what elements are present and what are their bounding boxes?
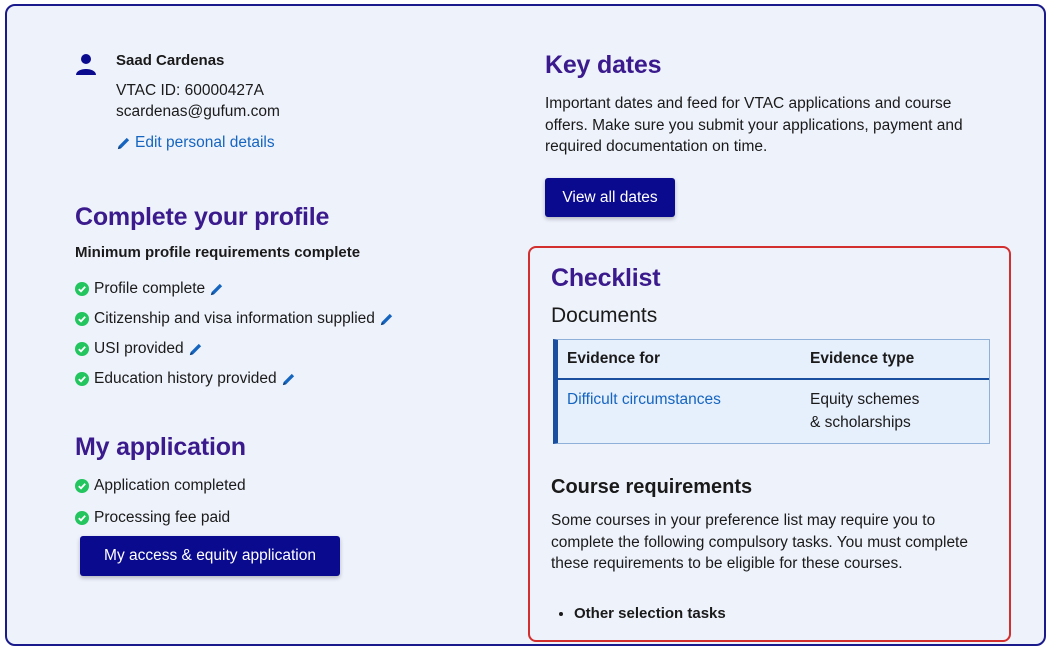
pencil-icon[interactable]	[209, 282, 224, 297]
user-icon	[75, 53, 97, 75]
list-item: • Other selection tasks	[574, 605, 726, 622]
check-circle-icon	[75, 372, 89, 386]
application-checklist	[75, 470, 246, 534]
pencil-icon[interactable]	[188, 342, 203, 357]
documents-table	[553, 339, 990, 444]
column-header-evidence-type: Evidence type	[810, 350, 915, 367]
check-circle-icon	[75, 312, 89, 326]
access-equity-application-button[interactable]: My access & equity application	[80, 536, 340, 576]
profile-item-label: Citizenship and visa information supplied	[94, 310, 375, 327]
checklist-panel	[528, 246, 1011, 642]
evidence-type-cell	[810, 388, 919, 434]
pencil-icon	[116, 136, 131, 151]
application-item-label: Processing fee paid	[94, 509, 231, 526]
edit-link-label: Edit personal details	[135, 134, 275, 151]
list-item	[75, 470, 246, 502]
key-dates-description: Important dates and feed for VTAC applications and course offers. Make sure you submit your applications, payment and required documentation on time.	[545, 95, 963, 155]
table-header-row	[558, 340, 989, 380]
course-requirements-heading: Course requirements	[551, 476, 753, 498]
user-email: scardenas@gufum.com	[116, 103, 280, 120]
application-item-label: Application completed	[94, 477, 246, 494]
check-circle-icon	[75, 511, 89, 525]
list-item	[75, 334, 394, 364]
column-header-evidence-for: Evidence for	[567, 350, 661, 367]
profile-item-label: Education history provided	[94, 370, 277, 387]
pencil-icon[interactable]	[281, 372, 296, 387]
profile-item-label: USI provided	[94, 340, 184, 357]
edit-personal-details-link[interactable]	[116, 134, 275, 152]
profile-item-label: Profile complete	[94, 280, 206, 297]
checklist-heading: Checklist	[551, 264, 661, 292]
check-circle-icon	[75, 342, 89, 356]
documents-heading: Documents	[551, 304, 658, 327]
list-item	[75, 274, 394, 304]
complete-profile-heading: Complete your profile	[75, 203, 330, 231]
vtac-id: VTAC ID: 60000427A	[116, 82, 264, 99]
course-requirements-description: Some courses in your preference list may require you to complete the following compulsory tasks. You must complete these requirements to be eligible for these courses.	[551, 512, 968, 572]
list-item	[75, 304, 394, 334]
list-item	[75, 364, 394, 394]
profile-subtitle: Minimum profile requirements complete	[75, 244, 361, 261]
dashboard-panel	[5, 4, 1046, 646]
my-application-heading: My application	[75, 433, 246, 461]
user-name: Saad Cardenas	[116, 52, 225, 69]
check-circle-icon	[75, 282, 89, 296]
difficult-circumstances-link[interactable]: Difficult circumstances	[567, 391, 721, 408]
check-circle-icon	[75, 479, 89, 493]
evidence-type-line: & scholarships	[810, 414, 911, 431]
requirements-list	[574, 605, 726, 622]
profile-checklist	[75, 274, 394, 394]
evidence-type-line: Equity schemes	[810, 391, 920, 408]
pencil-icon[interactable]	[379, 312, 394, 327]
view-all-dates-button[interactable]: View all dates	[545, 178, 675, 217]
list-item	[75, 502, 246, 534]
key-dates-heading: Key dates	[545, 51, 662, 79]
